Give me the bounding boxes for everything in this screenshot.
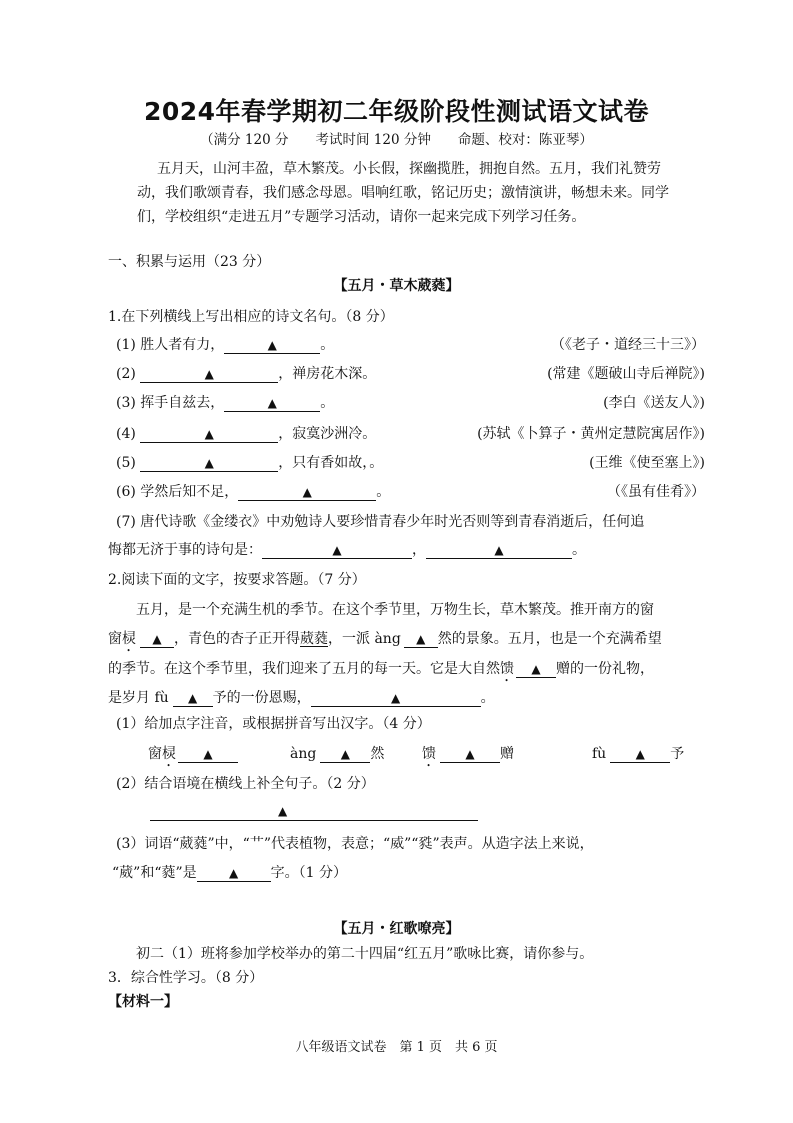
q1-item-5-source: (王维《使至塞上》) [589, 455, 705, 471]
answer-blank[interactable]: ▲ [262, 543, 412, 559]
q1-item-6: (6) 学然后知不足， ▲ 。 [116, 484, 391, 500]
answer-blank[interactable]: ▲ [610, 747, 670, 763]
exam-subtitle: （满分 120 分 考试时间 120 分钟 命题、校对：陈亚琴） [200, 132, 593, 148]
q2-passage-line-1: 五月，是一个充满生机的季节。在这个季节里，万物生长，草木繁茂。推开南方的窗 [136, 602, 654, 618]
answer-blank[interactable]: ▲ [320, 747, 370, 763]
answer-blank[interactable]: ▲ [173, 691, 213, 707]
answer-blank[interactable]: ▲ [140, 427, 278, 443]
q1-item-7-line-2: 悔都无济于事的诗句是： ▲ ， ▲ 。 [108, 542, 586, 558]
q2-word-2: àng ▲ 然 [290, 746, 385, 762]
section-banner-grass: 【五月・草木葳蕤】 [333, 278, 460, 294]
q2-sub-3-line-1: (3）词语“葳蕤”中，“艹”代表植物，表意；“威”“甤”表声。从造字法上来说， [116, 836, 594, 852]
answer-blank[interactable]: ▲ [140, 632, 174, 648]
section2-intro: 初二（1）班将参加学校举办的第二十四届“红五月”歌咏比赛，请你参与。 [136, 946, 594, 962]
intro-line-2: 动，我们歌颂青春，我们感念母恩。唱响红歌，铭记历史；激情演讲，畅想未来。同学 [137, 185, 669, 201]
q2-sub-3-line-2: “葳”和“蕤”是 ▲ 字。（1 分） [112, 865, 347, 881]
answer-blank[interactable]: ▲ [140, 456, 278, 472]
answer-blank[interactable]: ▲ [140, 367, 278, 383]
q2-word-1: 窗棂 ▲ [148, 743, 238, 770]
q2-word-4: fù ▲ 予 [592, 746, 685, 762]
q1-item-6-source: （《虽有佳肴》） [607, 484, 705, 500]
answer-blank[interactable]: ▲ [311, 691, 481, 707]
q2-passage-line-4: 是岁月 fù ▲ 予的一份恩赐， ▲ 。 [108, 690, 495, 706]
exam-title: 2024年春学期初二年级阶段性测试语文试卷 [143, 97, 650, 126]
q1-item-2-source: (常建《题破山寺后禅院》) [547, 366, 705, 382]
q1-stem: 1.在下列横线上写出相应的诗文名句。（8 分） [108, 309, 394, 325]
q1-item-3: (3) 挥手自兹去， ▲ 。 [116, 395, 335, 411]
q2-passage-line-2: 窗棂 ▲ ，青色的杏子正开得葳蕤，一派 àng ▲ 然的景象。五月，也是一个充满希望 [108, 631, 662, 647]
q2-sub-2: (2）结合语境在横线上补全句子。（2 分） [116, 776, 375, 792]
q1-item-5: (5) ▲ ，只有香如故，。 [116, 455, 384, 471]
answer-blank[interactable]: ▲ [440, 747, 500, 763]
q2-sub-2-answer-line[interactable] [150, 820, 478, 821]
q2-word-3: 馈 ▲ 赠 [422, 746, 514, 762]
answer-blank[interactable]: ▲ [224, 396, 320, 412]
q3-stem: 3．综合性学习。（8 分） [108, 970, 264, 986]
answer-blank[interactable]: ▲ [178, 747, 238, 763]
page-footer: 八年级语文试卷 第 1 页 共 6 页 [295, 1040, 498, 1055]
answer-blank[interactable]: ▲ [238, 485, 376, 501]
intro-line-3: 们，学校组织“走进五月”专题学习活动，请你一起来完成下列学习任务。 [137, 209, 586, 225]
q1-item-7-line-1: (7) 唐代诗歌《金缕衣》中劝勉诗人要珍惜青春少年时光否则等到青春消逝后，任何追 [116, 514, 645, 530]
q1-item-4-source: (苏轼《卜算子・黄州定慧院寓居作》) [477, 426, 705, 442]
answer-blank[interactable]: ▲ [224, 338, 320, 354]
q1-item-3-source: (李白《送友人》) [603, 395, 705, 411]
answer-blank[interactable]: ▲ [426, 543, 572, 559]
answer-mark: ▲ [278, 804, 288, 818]
answer-blank[interactable]: ▲ [404, 632, 438, 648]
material-one-label: 【材料一】 [108, 994, 178, 1010]
q1-item-2: (2) ▲ ，禅房花木深。 [116, 366, 377, 382]
q1-item-4: (4) ▲ ，寂寞沙洲冷。 [116, 426, 377, 442]
section-1-heading: 一、积累与运用（23 分） [108, 254, 271, 270]
q1-item-1: (1) 胜人者有力， ▲ 。 [116, 337, 335, 353]
intro-line-1: 五月天，山河丰盈，草木繁茂。小长假，探幽揽胜，拥抱自然。五月，我们礼赞劳 [157, 161, 661, 177]
q2-stem: 2.阅读下面的文字，按要求答题。（7 分） [108, 572, 366, 588]
answer-blank[interactable]: ▲ [197, 866, 271, 882]
section-banner-red-song: 【五月・红歌嘹亮】 [333, 921, 460, 937]
q2-passage-line-3: 的季节。在这个季节里，我们迎来了五月的每一天。它是大自然馈 ▲ 赠的一份礼物， [108, 661, 654, 677]
answer-blank[interactable]: ▲ [516, 662, 556, 678]
q1-item-1-source: （《老子・道经三十三》） [551, 337, 705, 353]
q2-sub-1: (1）给加点字注音，或根据拼音写出汉字。（4 分） [116, 716, 431, 732]
